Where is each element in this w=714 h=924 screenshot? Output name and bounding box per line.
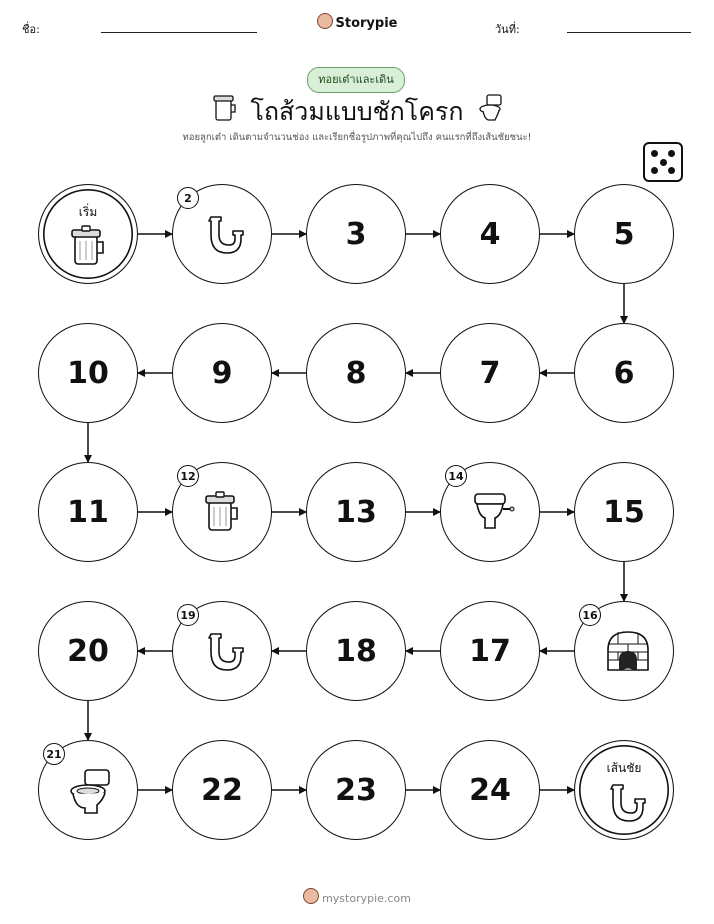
board-space: [38, 462, 138, 562]
space-number: 7: [479, 355, 501, 391]
footer-site: [0, 888, 714, 905]
space-number: 24: [469, 772, 511, 808]
instructions-text: ทอยลูกเต๋า เดินตามจำนวนช่อง และเรียกชื่อรูปภาพที่คุณไปถึง คนแรกที่ถึงเส้นชัยชนะ!: [182, 132, 532, 143]
start-space: [38, 184, 138, 284]
page-title: โถส้วมแบบชักโครก: [250, 97, 464, 126]
board-space: [440, 462, 540, 562]
space-number-badge: 16: [579, 604, 601, 626]
pipe-icon: [202, 628, 248, 678]
board-space: [574, 184, 674, 284]
space-number: 3: [345, 216, 367, 252]
space-number: 23: [335, 772, 377, 808]
board-space: [574, 601, 674, 701]
game-type-tag: ทอยเต๋าและเดิน: [307, 67, 405, 93]
board-space: [440, 740, 540, 840]
space-number-badge: 21: [43, 743, 65, 765]
pipe-icon: [202, 211, 248, 261]
board-space: [172, 323, 272, 423]
board-space: [574, 462, 674, 562]
board-space: [574, 323, 674, 423]
tank-icon: [470, 489, 516, 539]
board-space: [306, 601, 406, 701]
board-space: [172, 184, 272, 284]
space-number: 10: [67, 355, 109, 391]
bin-icon: [202, 489, 242, 539]
sewer-icon: [604, 628, 652, 678]
toilet-icon: [68, 767, 114, 819]
board-space: [306, 740, 406, 840]
board-space: [440, 601, 540, 701]
space-label: เส้นชัย: [606, 761, 642, 775]
bin-icon: [68, 223, 108, 273]
space-label: เริ่ม: [78, 205, 98, 219]
space-number-badge: 2: [177, 187, 199, 209]
board-space: [38, 601, 138, 701]
space-number: 13: [335, 494, 377, 530]
space-number: 20: [67, 633, 109, 669]
space-number: 5: [613, 216, 635, 252]
board-space: [306, 184, 406, 284]
pipe-icon: [604, 779, 650, 829]
space-number: 17: [469, 633, 511, 669]
board-space: [172, 740, 272, 840]
space-number: 9: [211, 355, 233, 391]
board-space: [172, 462, 272, 562]
space-number-badge: 12: [177, 465, 199, 487]
name-label: ชื่อ:: [22, 23, 40, 36]
board-space: [440, 184, 540, 284]
board-space: [38, 323, 138, 423]
date-label: วันที่:: [495, 23, 520, 36]
space-number-badge: 19: [177, 604, 199, 626]
space-number: 6: [613, 355, 635, 391]
space-number-badge: 14: [445, 465, 467, 487]
space-number: 18: [335, 633, 377, 669]
board-space: [306, 462, 406, 562]
board-space: [172, 601, 272, 701]
space-number: 8: [345, 355, 367, 391]
board-space: [306, 323, 406, 423]
space-number: 22: [201, 772, 243, 808]
footer-url: mystorypie.com: [322, 892, 411, 905]
mascot-icon: [303, 888, 319, 904]
board-space: [38, 740, 138, 840]
board-space: [440, 323, 540, 423]
space-number: 11: [67, 494, 109, 530]
finish-space: [574, 740, 674, 840]
brand-name: Storypie: [335, 16, 398, 31]
space-number: 15: [603, 494, 645, 530]
space-number: 4: [479, 216, 501, 252]
